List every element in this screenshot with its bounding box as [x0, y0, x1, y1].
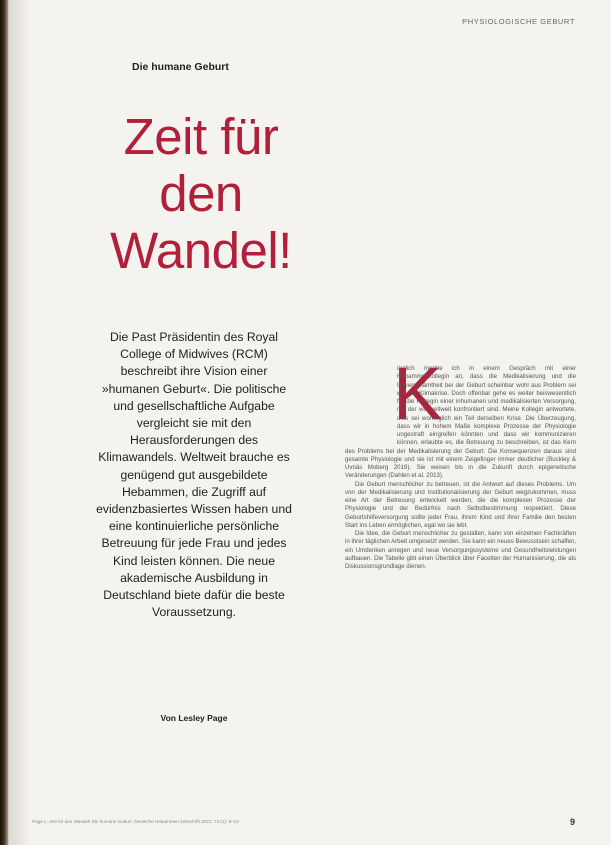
body-paragraph: Die Idee, die Geburt menschlicher zu gestalten, kann von einzelnen Fachkräften in ihrer täglichen Arbeit umgesetzt werden. Sie kann ein neues Bewusstsein schaffen, ein Umdenken anregen und neue Versorgungssysteme und Gesundheitsleistungen aufbauen. Die Tabelle gibt einen Überblick über Facetten der Humanisierung, die als Diskussionsgrundlage dienen.: [345, 530, 576, 570]
scan-shadow-edge: [0, 0, 9, 845]
body-paragraph: Die Geburt menschlicher zu betreuen, ist die Antwort auf dieses Problems. Um von der Medikalisierung und Institutionalisierung der Geburt wegzukommen, muss eine Art der Betreuung entwickelt werden, die die komplexen Prozesse der Physiologie und der Bedürfnis nach Selbstbestimmung respektiert. Diese Geburtshilfeversorgung sollte jeder Frau, ihrem Kind und ihrer Familie den besten Start ins Leben ermöglichen, egal wo sie lebt.: [345, 480, 576, 529]
title-line: den: [159, 165, 243, 222]
drop-cap-space: [345, 365, 397, 447]
page-number: 9: [570, 817, 576, 827]
article-kicker: Die humane Geburt: [132, 61, 229, 73]
section-header: PHYSIOLOGISCHE GEBURT: [462, 17, 575, 26]
paragraph-text: ürzlich merkte ich in einem Gespräch mit einer Hebammenkollegin an, dass die Medikalisierung und die Unverschämtheit bei der Geburt scheinbar wohl aus Problem sei wie die Klimakrise. Doch offenbar gehe es weiter beiswesentlich für die Kollegin einer inhumanen und medikalisierten Versorgung, mit der wir weltweit konfrontiert sind. Meine Kollegin antwortete, dies sei womöglich ein Teil derselben Krise. Die Überzeugung, dass wir in hohem Maße komplexe Prozesse der Physiologie ungestraft eingreifen könnten und dass wir kommunizieren können, erlaubte es, die Betreuung zu beschreiben, ist das Kern des Problems bei der Medikalisierung der Geburt. Die Konsequenzen daraus sind gesamte Physiologie und sie ist mit einem Zeigefinger immer deutlicher (Buckley & Uvnäs Moberg 2019). Sie weisen bis in die Zukunft durch epigenetische Veränderungen (Dahlen et al. 2013).: [345, 365, 576, 480]
scan-shadow-fade: [9, 0, 31, 845]
drop-cap: K: [393, 352, 443, 435]
article-lead: Die Past Präsidentin des Royal College of Midwives (RCM) beschreibt ihre Vision einer »humanen Geburt«. Die politische und gesellschaftliche Aufgabe vergleicht sie mit den Herausforderungen des Klimawandels. Weltweit brauche es genügend gut ausgebildete Hebammen, die Zugriff auf evidenzbasiertes Wissen haben und eine kontinuierliche persönliche Betreuung für jede Frau und jedes Kind leisten können. Die neue akademische Ausbildung in Deutschland biete dafür die beste Voraussetzung.: [96, 330, 292, 620]
title-line: Zeit für: [123, 108, 279, 165]
article-byline: Von Lesley Page: [160, 713, 228, 723]
article-body: [345, 365, 576, 571]
footer-citation: Page L: Zeit für den Wandel! Die humane Geburt. Deutsche Hebammen Zeitschrift 2021; 73 (1): 8–13: [32, 819, 239, 824]
title-line: Wandel!: [110, 222, 292, 279]
article-title: [88, 108, 314, 279]
body-paragraph: [345, 365, 576, 481]
